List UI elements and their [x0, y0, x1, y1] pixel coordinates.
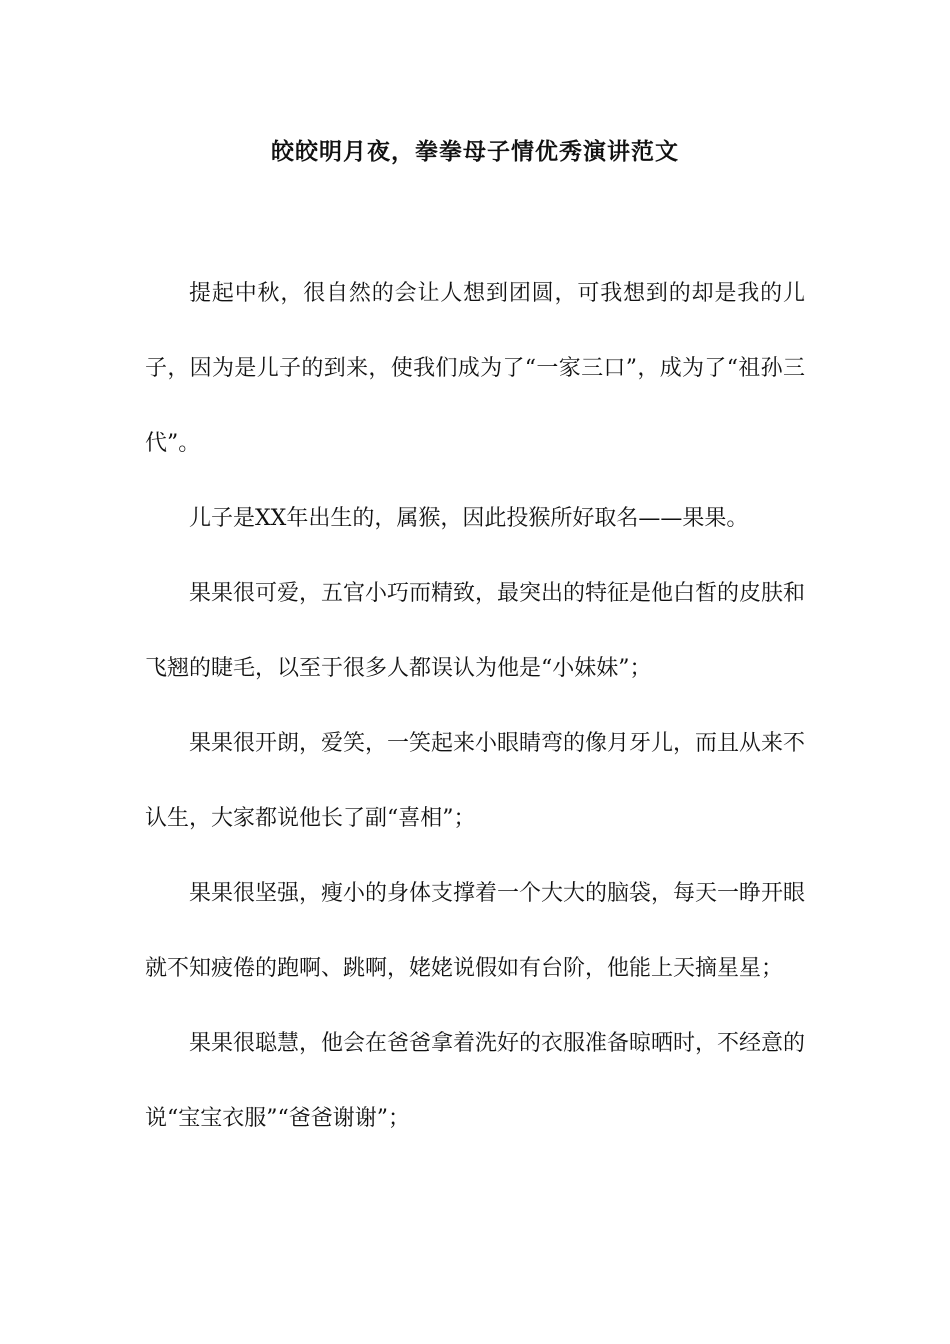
- paragraph: 提起中秋，很自然的会让人想到团圆，可我想到的却是我的儿子，因为是儿子的到来，使我们成为了“一家三口”，成为了“祖孙三代”。: [145, 281, 805, 456]
- paragraph: 果果很聪慧，他会在爸爸拿着洗好的衣服准备晾晒时，不经意的说“宝宝衣服”“爸爸谢谢”；: [145, 1031, 806, 1131]
- document-title: 皎皎明月夜，拳拳母子情优秀演讲范文: [271, 138, 679, 165]
- paragraph: 果果很坚强，瘦小的身体支撑着一个大大的脑袋，每天一睁开眼就不知疲倦的跑啊、跳啊，姥姥说假如有台阶，他能上天摘星星；: [145, 881, 806, 981]
- paragraph: 儿子是XX年出生的，属猴，因此投猴所好取名——果果。: [189, 506, 749, 531]
- document-body: [145, 256, 805, 1156]
- paragraph: 果果很开朗，爱笑，一笑起来小眼睛弯的像月牙儿，而且从来不认生，大家都说他长了副“喜相”；: [145, 731, 806, 831]
- paragraph: 果果很可爱，五官小巧而精致，最突出的特征是他白皙的皮肤和飞翘的睫毛，以至于很多人都误认为他是“小妹妹”；: [145, 581, 806, 681]
